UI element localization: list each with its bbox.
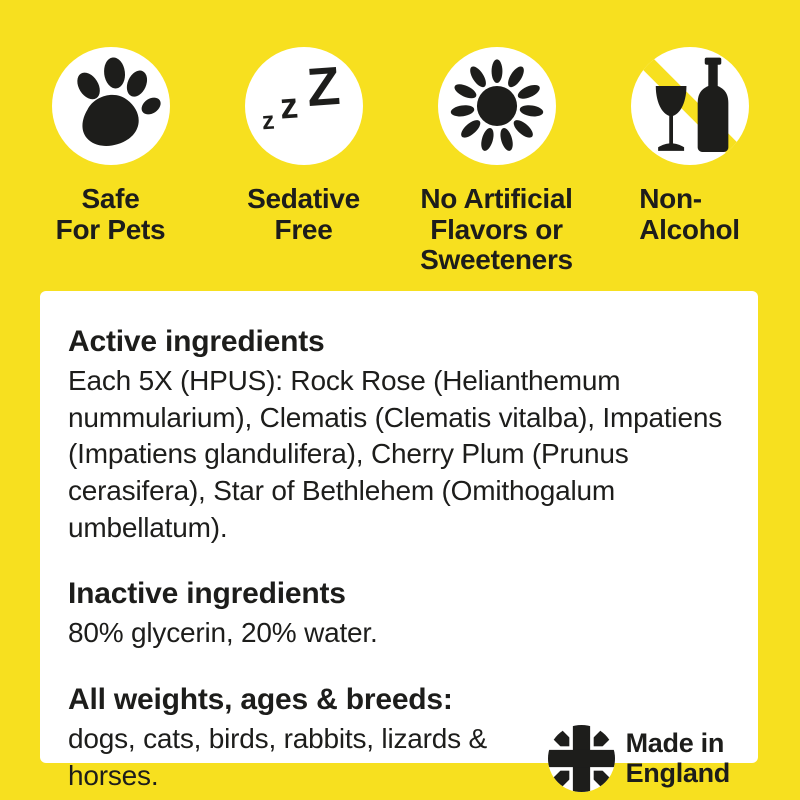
active-ingredients-body: Each 5X (HPUS): Rock Rose (Helianthemum nummularium), Clematis (Clematis vitalba), Impatiens (Impatiens glandulifera), Cherry Plum (Prunus cerasifera), Star of Bethlehem (Omithogalum umbellatum). (68, 365, 722, 543)
zzz-icon (245, 47, 363, 165)
caption-line: For Pets (55, 213, 166, 245)
inactive-ingredients-body: 80% glycerin, 20% water. (68, 617, 378, 649)
caption-line: Sweeteners (420, 244, 573, 276)
badge-no-artificial (400, 47, 593, 276)
caption-line: Free (274, 213, 333, 245)
zzz-letter-large: Z (304, 55, 342, 119)
caption-line: No Artificial (420, 183, 573, 214)
union-jack-icon (548, 725, 615, 792)
no-alcohol-icon (631, 47, 749, 165)
caption-line: Flavors or (430, 213, 563, 245)
made-in-england-text (626, 729, 730, 788)
sun-icon (438, 47, 556, 165)
active-ingredients-heading: Active ingredients (68, 325, 325, 358)
caption-line: Alcohol (639, 213, 740, 245)
badge-safe-for-pets (14, 47, 207, 276)
badge-caption-sedative-free (247, 184, 360, 245)
badge-caption-safe-for-pets (56, 184, 166, 245)
inactive-ingredients-heading: Inactive ingredients (68, 577, 346, 611)
zzz-letter-small: z (260, 106, 275, 136)
made-in-line: Made in (625, 728, 725, 759)
section-active-ingredients (68, 325, 730, 546)
caption-line: Sedative (247, 183, 360, 214)
zzz-letter-medium: z (278, 84, 299, 127)
zzz-letters (245, 47, 363, 165)
weights-body: dogs, cats, birds, rabbits, lizards & horses. (68, 723, 487, 791)
weights-heading: All weights, ages & breeds: (68, 683, 453, 717)
made-in-england-badge (548, 725, 730, 794)
section-weights-and-origin (68, 683, 730, 794)
caption-line: Safe (81, 183, 140, 214)
badges-row (0, 47, 800, 276)
badge-caption-no-artificial (420, 184, 573, 276)
weights-text-block (68, 683, 540, 794)
badge-sedative-free (207, 47, 400, 276)
paw-icon (52, 47, 170, 165)
info-panel (40, 291, 758, 791)
badge-caption-non-alcohol (639, 184, 740, 245)
section-inactive-ingredients (68, 577, 730, 652)
caption-line: Non- (639, 183, 702, 214)
badge-non-alcohol (593, 47, 786, 276)
made-in-line: England (625, 757, 730, 788)
